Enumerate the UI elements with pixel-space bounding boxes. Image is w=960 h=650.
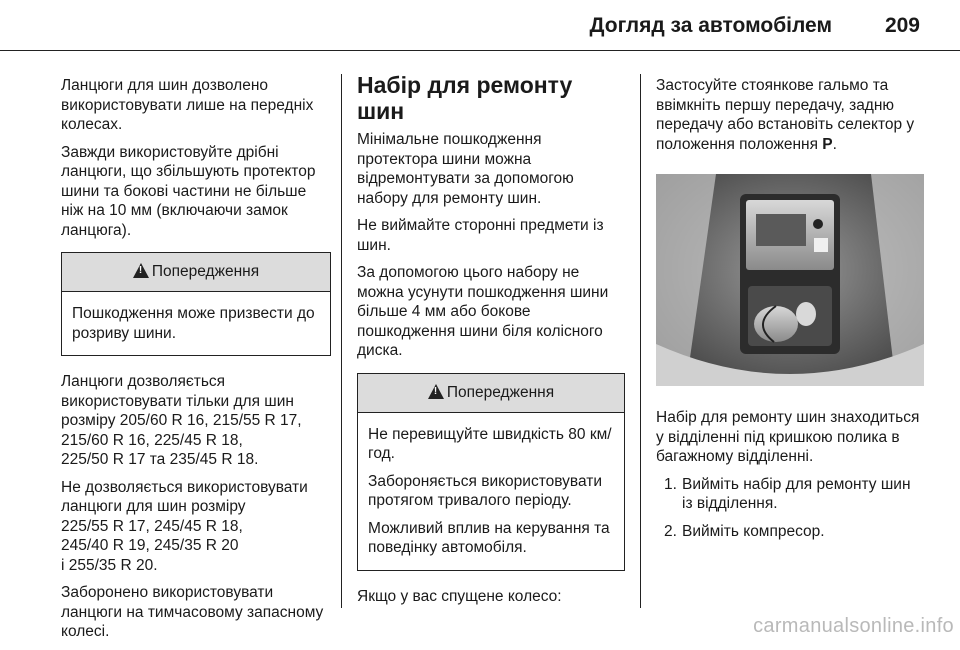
text-line: 215/60 R 16, 225/45 R 18, [61, 431, 243, 449]
step-number: 2. [664, 522, 677, 540]
warning-text: Можливий вплив на керування та поведінку автомобіля. [368, 519, 610, 556]
text-line: ланцюги для шин розміру [61, 498, 246, 515]
text-line: Ланцюги дозволяється [61, 373, 226, 390]
text-line: 225/55 R 17, 245/45 R 18, [61, 517, 243, 535]
watermark: carmanualsonline.info [753, 615, 954, 637]
warning-header [358, 374, 624, 413]
column-1 [61, 76, 331, 650]
warning-title: Попередження [446, 383, 555, 401]
column-divider-1 [341, 74, 342, 608]
column-2 [357, 72, 625, 614]
page-header [0, 0, 960, 50]
paragraph: Завжди використовуйте дрібні ланцюги, що збільшують протектор шини та бокові частини не більше ніж на 10 мм (включаючи замок ланцюга). [61, 143, 316, 239]
warning-icon [428, 384, 444, 399]
image-caption: Набір для ремонту шин знаходиться у відділенні під кришкою полика в багажному відділенні. [656, 409, 920, 465]
tire-repair-kit-photo [656, 174, 924, 386]
warning-body [358, 413, 624, 570]
paragraph: Якщо у вас спущене колесо: [357, 587, 562, 605]
text-line: 225/50 R 17 та 235/45 R 18. [61, 451, 259, 468]
step-number: 1. [664, 475, 677, 493]
warning-box [357, 373, 625, 571]
page-number: 209 [884, 14, 920, 37]
step-text: Вийміть набір для ремонту шин із відділення. [682, 475, 911, 512]
warning-title: Попередження [151, 263, 260, 280]
text-span: Застосуйте стоянкове гальмо та ввімкніть першу передачу, задню передачу або встановіть селектор у положення положення [656, 77, 915, 153]
paragraph-tire-sizes-forbidden [61, 478, 331, 576]
gear-position-p: P [822, 135, 833, 153]
column-divider-2 [640, 74, 641, 608]
list-item [656, 522, 924, 542]
page-title: Догляд за автомобілем [589, 14, 832, 37]
text-span: . [832, 135, 837, 153]
paragraph-parking [656, 76, 924, 154]
paragraph: За допомогою цього набору не можна усунути пошкодження шини більше 4 мм або бокове пошкодження шини біля колісного диска. [357, 264, 609, 359]
paragraph: Мінімальне пошкодження протектора шини можна відремонтувати за допомогою набору для ремонту шин. [357, 131, 574, 207]
section-heading: Набір для ремонту шин [357, 72, 573, 124]
text-line: використовувати тільки для шин [61, 392, 294, 410]
column-3 [656, 76, 924, 549]
warning-text: Пошкодження може призвести до розриву шини. [72, 305, 315, 342]
warning-header [62, 253, 330, 292]
text-line: розміру 205/60 R 16, 215/55 R 17, [61, 412, 302, 429]
steps-list [656, 475, 924, 542]
header-divider [0, 50, 960, 51]
paragraph: Не виймайте сторонні предмети із шин. [357, 217, 604, 254]
paragraph: Заборонено використовувати ланцюги на тимчасовому запасному колесі. [61, 584, 324, 640]
warning-box [61, 252, 331, 356]
warning-icon [133, 263, 149, 278]
paragraph-tire-sizes-allowed [61, 372, 331, 470]
paragraph: Ланцюги для шин дозволено використовувати лише на передніх колесах. [61, 77, 314, 133]
list-item [656, 475, 924, 514]
text-line: і 255/35 R 20. [61, 556, 158, 574]
warning-text: Забороняється використовувати протягом тривалого періоду. [368, 472, 602, 509]
text-line: Не дозволяється використовувати [61, 478, 308, 496]
step-text: Вийміть компресор. [682, 522, 825, 540]
warning-text: Не перевищуйте швидкість 80 км/год. [368, 425, 612, 462]
warning-body [62, 292, 330, 355]
text-line: 245/40 R 19, 245/35 R 20 [61, 537, 239, 554]
